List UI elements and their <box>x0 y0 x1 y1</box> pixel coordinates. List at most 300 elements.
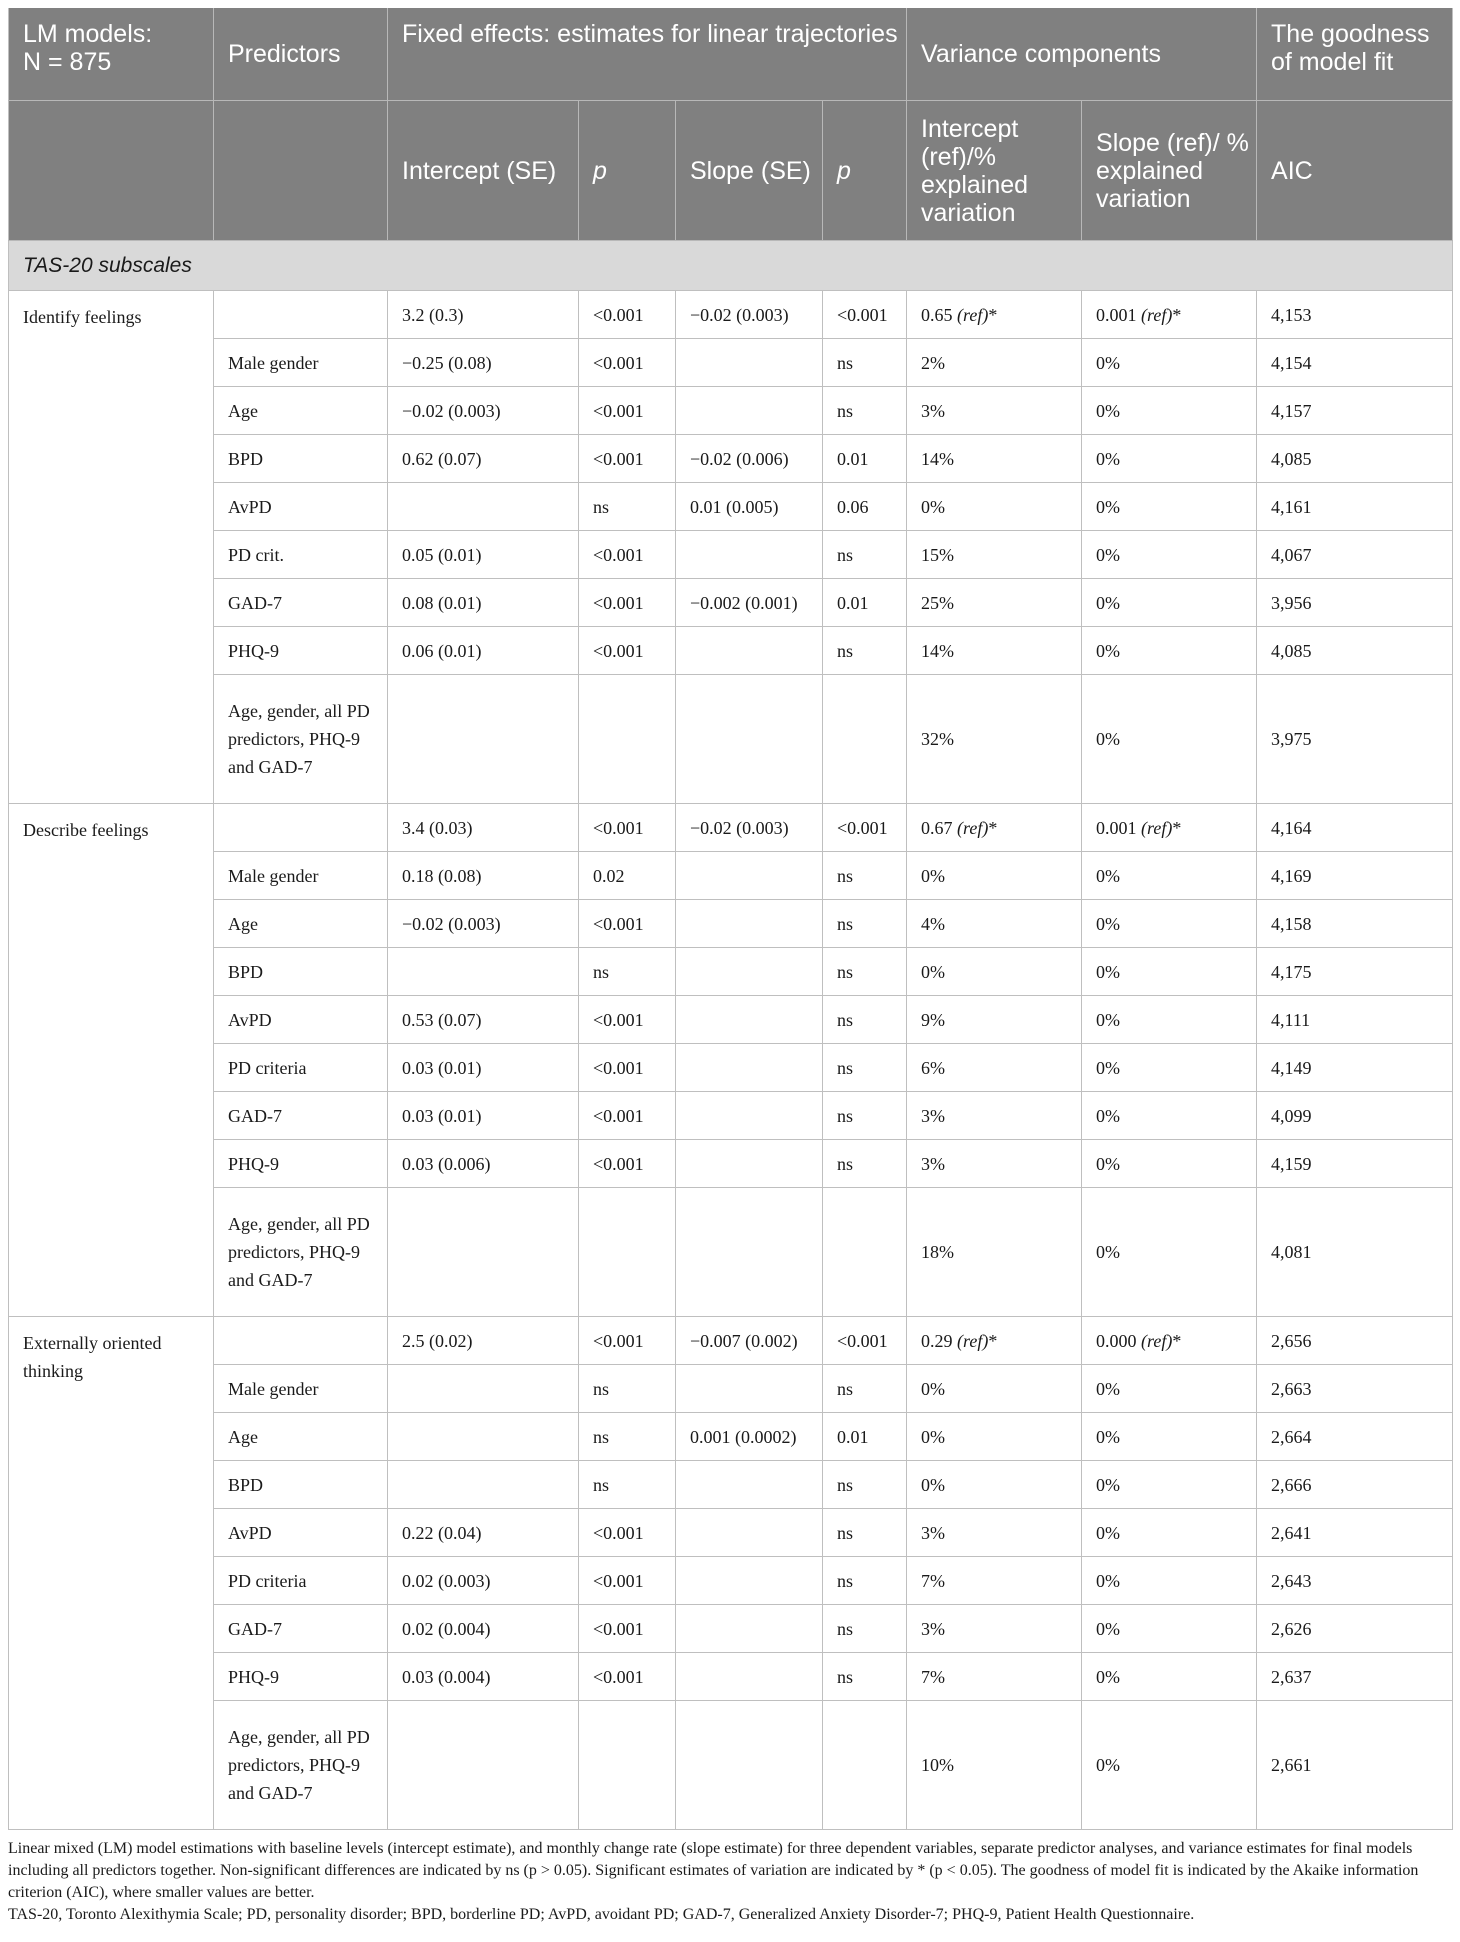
table-row <box>9 1461 1453 1509</box>
predictor-cell: PD crit. <box>214 531 388 579</box>
variance-intercept-cell-value: 14% <box>921 448 955 469</box>
variance-slope-cell <box>1082 1140 1257 1188</box>
variance-slope-cell-significance-star: * <box>1172 304 1182 325</box>
table-row <box>9 387 1453 435</box>
variance-slope-cell-value: 0% <box>1096 1426 1121 1447</box>
variance-slope-cell-value: 0% <box>1096 496 1121 517</box>
p-intercept-cell: ns <box>579 948 676 996</box>
intercept-cell: 0.05 (0.01) <box>388 531 579 579</box>
p-slope-cell: ns <box>823 339 907 387</box>
header-n-label: N = 875 <box>23 48 112 76</box>
variance-intercept-cell-value: 7% <box>921 1570 946 1591</box>
aic-cell: 2,641 <box>1257 1509 1453 1557</box>
slope-cell <box>676 1653 823 1701</box>
p-slope-cell: ns <box>823 1461 907 1509</box>
intercept-cell: 0.03 (0.006) <box>388 1140 579 1188</box>
p-intercept-cell: <0.001 <box>579 1605 676 1653</box>
variance-intercept-cell <box>907 1653 1082 1701</box>
aic-cell: 4,164 <box>1257 804 1453 852</box>
variance-intercept-cell-value: 2% <box>921 352 946 373</box>
p-intercept-cell: ns <box>579 1413 676 1461</box>
aic-cell: 4,067 <box>1257 531 1453 579</box>
variance-slope-cell-value: 0% <box>1096 640 1121 661</box>
header-intercept-ref: Intercept (ref)/% explained variation <box>907 101 1082 241</box>
table-row <box>9 900 1453 948</box>
variance-slope-cell-value: 0% <box>1096 961 1121 982</box>
variance-intercept-cell-significance-star: * <box>988 817 998 838</box>
predictor-cell: Age, gender, all PD predictors, PHQ-9 and GAD-7 <box>214 675 388 804</box>
table-row <box>9 1365 1453 1413</box>
variance-intercept-cell-value: 0% <box>921 1426 946 1447</box>
table-row <box>9 1701 1453 1830</box>
slope-cell: −0.02 (0.006) <box>676 435 823 483</box>
table-header <box>9 8 1453 241</box>
table-row <box>9 1188 1453 1317</box>
p-slope-cell: ns <box>823 1557 907 1605</box>
section-label: TAS-20 subscales <box>9 241 1453 291</box>
intercept-cell: 0.06 (0.01) <box>388 627 579 675</box>
variance-slope-cell-value: 0% <box>1096 400 1121 421</box>
slope-cell <box>676 1092 823 1140</box>
header-fixed-effects: Fixed effects: estimates for linear trajectories <box>388 8 907 101</box>
variance-intercept-cell-significance-star: * <box>988 304 998 325</box>
predictor-cell: Male gender <box>214 1365 388 1413</box>
variance-intercept-cell <box>907 531 1082 579</box>
aic-cell: 4,158 <box>1257 900 1453 948</box>
table-row <box>9 1557 1453 1605</box>
intercept-cell: 0.18 (0.08) <box>388 852 579 900</box>
variance-slope-cell-value: 0% <box>1096 1570 1121 1591</box>
predictor-cell: PHQ-9 <box>214 627 388 675</box>
variance-intercept-cell <box>907 1509 1082 1557</box>
aic-cell: 2,626 <box>1257 1605 1453 1653</box>
p-intercept-cell: <0.001 <box>579 291 676 339</box>
variance-intercept-cell <box>907 675 1082 804</box>
intercept-cell: 0.62 (0.07) <box>388 435 579 483</box>
variance-intercept-cell-value: 0% <box>921 961 946 982</box>
p-slope-cell: 0.01 <box>823 579 907 627</box>
header-variance-components: Variance components <box>907 8 1257 101</box>
variance-intercept-cell-value: 25% <box>921 592 955 613</box>
variance-slope-cell <box>1082 1509 1257 1557</box>
aic-cell: 4,157 <box>1257 387 1453 435</box>
p-slope-cell: ns <box>823 1140 907 1188</box>
slope-cell <box>676 1557 823 1605</box>
p-intercept-cell: <0.001 <box>579 900 676 948</box>
header-p-intercept-label: p <box>593 156 607 185</box>
p-intercept-cell: <0.001 <box>579 531 676 579</box>
p-slope-cell: 0.01 <box>823 435 907 483</box>
p-slope-cell: 0.01 <box>823 1413 907 1461</box>
variance-intercept-cell <box>907 579 1082 627</box>
table-row <box>9 1509 1453 1557</box>
intercept-cell: 0.03 (0.004) <box>388 1653 579 1701</box>
predictor-cell: GAD-7 <box>214 1092 388 1140</box>
variance-slope-cell-value: 0% <box>1096 592 1121 613</box>
aic-cell: 2,661 <box>1257 1701 1453 1830</box>
variance-intercept-cell-value: 0.65 <box>921 304 953 325</box>
slope-cell <box>676 1365 823 1413</box>
variance-intercept-cell-value: 0.29 <box>921 1330 953 1351</box>
p-intercept-cell <box>579 675 676 804</box>
variance-slope-cell <box>1082 900 1257 948</box>
variance-intercept-cell-value: 0% <box>921 1474 946 1495</box>
header-goodness-of-fit: The goodness of model fit <box>1257 8 1453 101</box>
predictor-cell: Age <box>214 1413 388 1461</box>
predictor-cell: PHQ-9 <box>214 1140 388 1188</box>
intercept-cell: −0.02 (0.003) <box>388 900 579 948</box>
variance-slope-cell <box>1082 1317 1257 1365</box>
variance-slope-cell <box>1082 387 1257 435</box>
variance-slope-cell-value: 0% <box>1096 352 1121 373</box>
predictor-cell: AvPD <box>214 996 388 1044</box>
aic-cell: 4,149 <box>1257 1044 1453 1092</box>
variance-slope-cell-value: 0% <box>1096 1522 1121 1543</box>
p-slope-cell: <0.001 <box>823 1317 907 1365</box>
predictor-cell: PD criteria <box>214 1044 388 1092</box>
intercept-cell <box>388 483 579 531</box>
aic-cell: 2,643 <box>1257 1557 1453 1605</box>
predictor-cell: BPD <box>214 1461 388 1509</box>
variance-intercept-cell-value: 3% <box>921 400 946 421</box>
variance-slope-cell-ref: (ref) <box>1141 1330 1173 1351</box>
intercept-cell <box>388 1188 579 1317</box>
predictor-cell: PHQ-9 <box>214 1653 388 1701</box>
p-intercept-cell: <0.001 <box>579 435 676 483</box>
predictor-cell: AvPD <box>214 483 388 531</box>
p-intercept-cell: <0.001 <box>579 1509 676 1557</box>
intercept-cell <box>388 948 579 996</box>
variance-intercept-cell-value: 3% <box>921 1522 946 1543</box>
slope-cell <box>676 900 823 948</box>
variance-slope-cell <box>1082 1653 1257 1701</box>
slope-cell <box>676 1461 823 1509</box>
p-intercept-cell: <0.001 <box>579 387 676 435</box>
model-name-cell: Externally oriented thinking <box>9 1317 214 1830</box>
p-intercept-cell: <0.001 <box>579 1653 676 1701</box>
variance-slope-cell-value: 0% <box>1096 448 1121 469</box>
variance-intercept-cell <box>907 1188 1082 1317</box>
variance-slope-cell <box>1082 804 1257 852</box>
p-intercept-cell: <0.001 <box>579 1557 676 1605</box>
p-slope-cell: ns <box>823 1092 907 1140</box>
variance-intercept-cell-value: 14% <box>921 640 955 661</box>
variance-slope-cell-value: 0.000 <box>1096 1330 1137 1351</box>
variance-slope-cell-value: 0% <box>1096 1474 1121 1495</box>
variance-slope-cell-value: 0% <box>1096 1153 1121 1174</box>
variance-slope-cell <box>1082 1044 1257 1092</box>
variance-intercept-cell <box>907 1461 1082 1509</box>
p-intercept-cell: ns <box>579 483 676 531</box>
variance-slope-cell <box>1082 852 1257 900</box>
slope-cell: 0.001 (0.0002) <box>676 1413 823 1461</box>
p-slope-cell: ns <box>823 996 907 1044</box>
variance-slope-cell-value: 0% <box>1096 1057 1121 1078</box>
variance-slope-cell-value: 0% <box>1096 1242 1121 1262</box>
variance-intercept-cell <box>907 1365 1082 1413</box>
header-p-intercept <box>579 101 676 241</box>
predictor-cell: PD criteria <box>214 1557 388 1605</box>
variance-intercept-cell <box>907 1044 1082 1092</box>
aic-cell: 2,666 <box>1257 1461 1453 1509</box>
predictor-cell: AvPD <box>214 1509 388 1557</box>
intercept-cell: −0.25 (0.08) <box>388 339 579 387</box>
p-intercept-cell: <0.001 <box>579 579 676 627</box>
intercept-cell: −0.02 (0.003) <box>388 387 579 435</box>
p-intercept-cell: ns <box>579 1461 676 1509</box>
variance-slope-cell-value: 0% <box>1096 544 1121 565</box>
header-predictors: Predictors <box>214 8 388 101</box>
aic-cell: 2,663 <box>1257 1365 1453 1413</box>
slope-cell <box>676 627 823 675</box>
table-section <box>9 241 1453 291</box>
variance-slope-cell-value: 0% <box>1096 913 1121 934</box>
predictor-cell: BPD <box>214 948 388 996</box>
predictor-cell: Male gender <box>214 852 388 900</box>
variance-slope-cell-value: 0.001 <box>1096 817 1137 838</box>
variance-slope-cell-significance-star: * <box>1172 817 1182 838</box>
predictor-cell: Male gender <box>214 339 388 387</box>
variance-slope-cell-significance-star: * <box>1172 1330 1182 1351</box>
slope-cell <box>676 1701 823 1830</box>
table-row <box>9 1092 1453 1140</box>
variance-slope-cell <box>1082 531 1257 579</box>
variance-slope-cell <box>1082 996 1257 1044</box>
p-intercept-cell: ns <box>579 1365 676 1413</box>
variance-slope-cell <box>1082 627 1257 675</box>
header-p-slope-label: p <box>837 156 851 185</box>
p-intercept-cell: <0.001 <box>579 996 676 1044</box>
intercept-cell: 0.08 (0.01) <box>388 579 579 627</box>
p-slope-cell <box>823 1188 907 1317</box>
intercept-cell: 0.03 (0.01) <box>388 1044 579 1092</box>
table-row <box>9 531 1453 579</box>
p-slope-cell: ns <box>823 948 907 996</box>
slope-cell: −0.02 (0.003) <box>676 291 823 339</box>
p-intercept-cell: <0.001 <box>579 1092 676 1140</box>
predictor-cell: Age, gender, all PD predictors, PHQ-9 and GAD-7 <box>214 1188 388 1317</box>
predictor-cell: GAD-7 <box>214 579 388 627</box>
aic-cell: 4,085 <box>1257 627 1453 675</box>
aic-cell: 3,975 <box>1257 675 1453 804</box>
slope-cell <box>676 1140 823 1188</box>
aic-cell: 4,099 <box>1257 1092 1453 1140</box>
table-row <box>9 1605 1453 1653</box>
variance-intercept-cell-value: 0% <box>921 496 946 517</box>
variance-intercept-cell <box>907 1140 1082 1188</box>
variance-slope-cell <box>1082 1557 1257 1605</box>
header-aic: AIC <box>1257 101 1453 241</box>
variance-intercept-cell <box>907 1605 1082 1653</box>
p-slope-cell: ns <box>823 1653 907 1701</box>
variance-intercept-cell <box>907 900 1082 948</box>
variance-slope-cell-value: 0% <box>1096 1105 1121 1126</box>
variance-intercept-cell <box>907 996 1082 1044</box>
aic-cell: 4,153 <box>1257 291 1453 339</box>
variance-slope-cell-value: 0% <box>1096 1618 1121 1639</box>
predictor-cell: Age <box>214 900 388 948</box>
p-slope-cell: ns <box>823 531 907 579</box>
p-intercept-cell: <0.001 <box>579 1140 676 1188</box>
p-slope-cell <box>823 1701 907 1830</box>
p-intercept-cell: <0.001 <box>579 1044 676 1092</box>
variance-slope-cell <box>1082 483 1257 531</box>
aic-cell: 4,085 <box>1257 435 1453 483</box>
p-slope-cell: ns <box>823 1044 907 1092</box>
p-slope-cell: <0.001 <box>823 291 907 339</box>
variance-intercept-cell-value: 4% <box>921 913 946 934</box>
variance-slope-cell-value: 0% <box>1096 729 1121 749</box>
predictor-cell <box>214 1317 388 1365</box>
p-slope-cell: ns <box>823 852 907 900</box>
variance-intercept-cell <box>907 291 1082 339</box>
table-row <box>9 579 1453 627</box>
variance-intercept-cell <box>907 1092 1082 1140</box>
variance-intercept-cell-value: 0% <box>921 865 946 886</box>
variance-slope-cell-ref: (ref) <box>1141 304 1173 325</box>
p-slope-cell: ns <box>823 900 907 948</box>
intercept-cell: 0.53 (0.07) <box>388 996 579 1044</box>
variance-intercept-cell <box>907 483 1082 531</box>
p-slope-cell: ns <box>823 627 907 675</box>
aic-cell: 2,637 <box>1257 1653 1453 1701</box>
header-lm-models-label: LM models: <box>23 20 153 48</box>
variance-intercept-cell-value: 3% <box>921 1105 946 1126</box>
intercept-cell: 0.02 (0.003) <box>388 1557 579 1605</box>
variance-slope-cell-value: 0% <box>1096 1666 1121 1687</box>
intercept-cell <box>388 675 579 804</box>
slope-cell <box>676 852 823 900</box>
intercept-cell <box>388 1413 579 1461</box>
table-row <box>9 483 1453 531</box>
variance-intercept-cell-value: 7% <box>921 1666 946 1687</box>
model-name-cell: Describe feelings <box>9 804 214 1317</box>
p-intercept-cell: <0.001 <box>579 1317 676 1365</box>
variance-slope-cell-value: 0% <box>1096 865 1121 886</box>
model-name-cell: Identify feelings <box>9 291 214 804</box>
variance-intercept-cell <box>907 1317 1082 1365</box>
variance-intercept-cell-ref: (ref) <box>957 304 989 325</box>
variance-intercept-cell-value: 3% <box>921 1153 946 1174</box>
predictor-cell <box>214 291 388 339</box>
variance-slope-cell-value: 0% <box>1096 1378 1121 1399</box>
variance-intercept-cell-value: 10% <box>921 1755 955 1775</box>
table-row <box>9 291 1453 339</box>
header-row-2 <box>9 101 1453 241</box>
table-row <box>9 804 1453 852</box>
slope-cell <box>676 531 823 579</box>
table-row <box>9 1317 1453 1365</box>
p-slope-cell <box>823 675 907 804</box>
variance-slope-cell-ref: (ref) <box>1141 817 1173 838</box>
results-table <box>8 8 1453 1830</box>
header-empty-1 <box>9 101 214 241</box>
table-body <box>9 291 1453 1830</box>
variance-intercept-cell <box>907 1413 1082 1461</box>
footnote-line-2: TAS-20, Toronto Alexithymia Scale; PD, personality disorder; BPD, borderline PD; AvPD, avoidant PD; GAD-7, Generalized Anxiety Disorder-7; PHQ-9, Patient Health Questionnaire. <box>8 1906 1195 1923</box>
section-row <box>9 241 1453 291</box>
variance-slope-cell <box>1082 579 1257 627</box>
aic-cell: 2,656 <box>1257 1317 1453 1365</box>
header-p-slope <box>823 101 907 241</box>
variance-intercept-cell-value: 32% <box>921 729 955 749</box>
table-row <box>9 852 1453 900</box>
variance-slope-cell <box>1082 675 1257 804</box>
variance-intercept-cell <box>907 852 1082 900</box>
aic-cell: 4,175 <box>1257 948 1453 996</box>
slope-cell <box>676 948 823 996</box>
table-row <box>9 948 1453 996</box>
variance-slope-cell <box>1082 339 1257 387</box>
intercept-cell: 0.22 (0.04) <box>388 1509 579 1557</box>
variance-slope-cell-value: 0% <box>1096 1755 1121 1775</box>
p-slope-cell: ns <box>823 1509 907 1557</box>
p-intercept-cell <box>579 1188 676 1317</box>
header-empty-2 <box>214 101 388 241</box>
variance-intercept-cell-value: 3% <box>921 1618 946 1639</box>
variance-slope-cell <box>1082 1605 1257 1653</box>
intercept-cell: 2.5 (0.02) <box>388 1317 579 1365</box>
aic-cell: 4,154 <box>1257 339 1453 387</box>
header-slope-se: Slope (SE) <box>676 101 823 241</box>
slope-cell <box>676 996 823 1044</box>
p-slope-cell: ns <box>823 387 907 435</box>
variance-intercept-cell-ref: (ref) <box>957 817 989 838</box>
slope-cell <box>676 339 823 387</box>
intercept-cell: 3.4 (0.03) <box>388 804 579 852</box>
header-intercept-se: Intercept (SE) <box>388 101 579 241</box>
table-row <box>9 435 1453 483</box>
variance-intercept-cell <box>907 1557 1082 1605</box>
p-intercept-cell: <0.001 <box>579 804 676 852</box>
slope-cell: −0.007 (0.002) <box>676 1317 823 1365</box>
variance-intercept-cell <box>907 804 1082 852</box>
variance-intercept-cell-significance-star: * <box>988 1330 998 1351</box>
variance-intercept-cell-value: 18% <box>921 1242 955 1262</box>
table-row <box>9 1653 1453 1701</box>
variance-slope-cell <box>1082 1413 1257 1461</box>
variance-intercept-cell-value: 0.67 <box>921 817 953 838</box>
variance-slope-cell-value: 0% <box>1096 1009 1121 1030</box>
intercept-cell <box>388 1701 579 1830</box>
slope-cell: −0.02 (0.003) <box>676 804 823 852</box>
variance-intercept-cell <box>907 339 1082 387</box>
table-row <box>9 996 1453 1044</box>
variance-intercept-cell <box>907 627 1082 675</box>
p-slope-cell: <0.001 <box>823 804 907 852</box>
intercept-cell: 0.03 (0.01) <box>388 1092 579 1140</box>
slope-cell: 0.01 (0.005) <box>676 483 823 531</box>
variance-intercept-cell-value: 15% <box>921 544 955 565</box>
p-slope-cell: 0.06 <box>823 483 907 531</box>
p-intercept-cell: 0.02 <box>579 852 676 900</box>
variance-slope-cell-value: 0.001 <box>1096 304 1137 325</box>
variance-intercept-cell <box>907 948 1082 996</box>
intercept-cell: 0.02 (0.004) <box>388 1605 579 1653</box>
aic-cell: 4,161 <box>1257 483 1453 531</box>
intercept-cell: 3.2 (0.3) <box>388 291 579 339</box>
slope-cell <box>676 675 823 804</box>
table-row <box>9 627 1453 675</box>
table-row <box>9 1044 1453 1092</box>
aic-cell: 4,169 <box>1257 852 1453 900</box>
slope-cell <box>676 1509 823 1557</box>
intercept-cell <box>388 1365 579 1413</box>
p-slope-cell: ns <box>823 1365 907 1413</box>
variance-slope-cell <box>1082 1092 1257 1140</box>
p-intercept-cell: <0.001 <box>579 339 676 387</box>
variance-slope-cell <box>1082 291 1257 339</box>
